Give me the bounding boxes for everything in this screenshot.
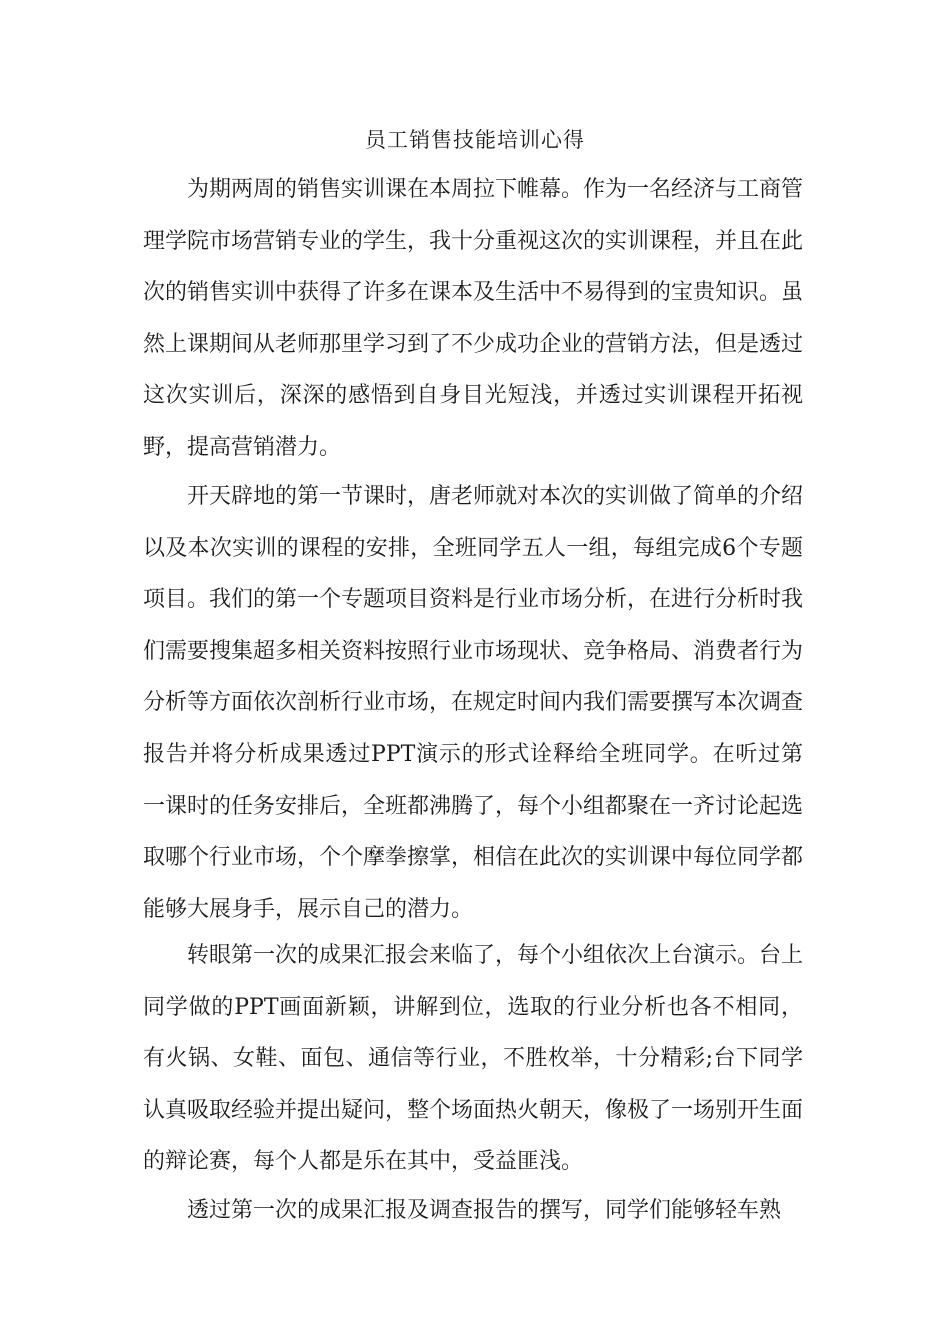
document-title: 员工销售技能培训心得 bbox=[365, 128, 585, 152]
paragraph-4: 透过第一次的成果汇报及调查报告的撰写，同学们能够轻车熟 bbox=[187, 1198, 782, 1223]
paragraph-3: 转眼第一次的成果汇报会来临了，每个小组依次上台演示。台上同学做的PPT画面新颖，讲解到位，选取的行业分析也各不相同，有火锅、女鞋、面包、通信等行业，不胜枚举，十分精彩;台下同学认真吸取经验并提出疑问，整个场面热火朝天，像极了一场别开生面的辩论赛，每个人都是乐在其中，受益匪浅。 bbox=[143, 943, 804, 1175]
paragraph-1: 为期两周的销售实训课在本周拉下帷幕。作为一名经济与工商管理学院市场营销专业的学生，我十分重视这次的实训课程，并且在此次的销售实训中获得了许多在课本及生活中不易得到的宝贵知识。虽然上课期间从老师那里学习到了不少成功企业的营销方法，但是透过这次实训后，深深的感悟到自身目光短浅，并透过实训课程开拓视野，提高营销潜力。 bbox=[143, 177, 804, 460]
paragraph-2: 开天辟地的第一节课时，唐老师就对本次的实训做了简单的介绍以及本次实训的课程的安排，全班同学五人一组，每组完成6个专题项目。我们的第一个专题项目资料是行业市场分析，在进行分析时我们需要搜集超多相关资料按照行业市场现状、竞争格局、消费者行为分析等方面依次剖析行业市场，在规定时间内我们需要撰写本次调查报告并将分析成果透过PPT演示的形式诠释给全班同学。在听过第一课时的任务安排后，全班都沸腾了，每个小组都聚在一齐讨论起选取哪个行业市场，个个摩拳擦掌，相信在此次的实训课中每位同学都能够大展身手，展示自己的潜力。 bbox=[143, 484, 804, 922]
